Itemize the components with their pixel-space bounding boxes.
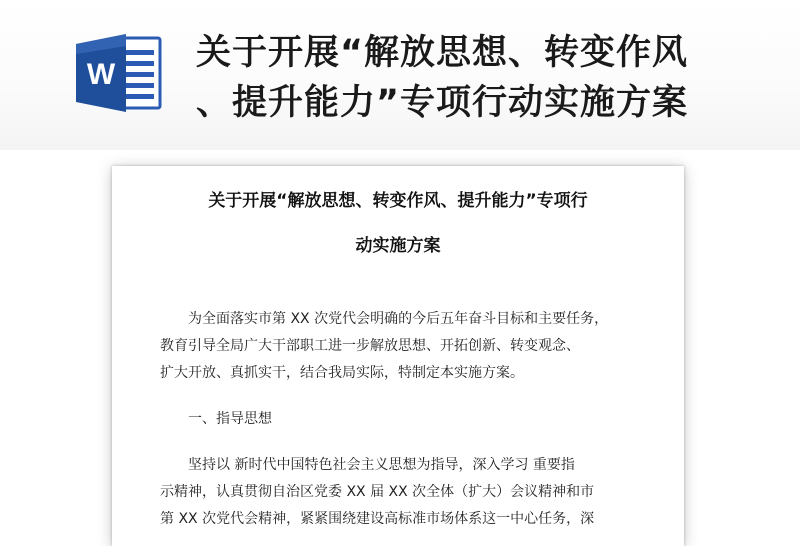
paragraph-line: 坚持以 新时代中国特色社会主义思想为指导，深入学习 重要指 [188,457,575,473]
page-title [196,28,756,128]
word-document-icon [76,34,162,112]
paragraph-line: 第 XX 次党代会精神，紧紧围绕建设高标准市场体系这一中心任务，深 [160,511,595,527]
paragraph-line: 为全面落实市第 XX 次党代会明确的今后五年奋斗目标和主要任务， [188,311,609,327]
intro-paragraph [160,306,680,387]
paragraph-line: 扩大开放、真抓实干，结合我局实际，特制定本实施方案。 [160,365,524,381]
document-title-line: 动实施方案 [355,236,441,256]
section-paragraph [160,452,680,533]
document-body [160,306,680,546]
paragraph-line: 教育引导全局广大干部职工进一步解放思想、开拓创新、转变观念、 [160,338,580,354]
word-icon-letter: W [86,58,116,91]
document-page [112,166,684,546]
page-title-line: 关于开展“解放思想、转变作风 [196,33,689,73]
page-title-line: 、提升能力”专项行动实施方案 [196,83,689,123]
section-heading: 一、指导思想 [188,411,272,427]
document-title [112,183,684,273]
paragraph-line: 示精神，认真贯彻自治区党委 XX 届 XX 次全体（扩大）会议精神和市 [160,484,595,500]
document-title-line: 关于开展“解放思想、转变作风、提升能力”专项行 [208,191,588,211]
